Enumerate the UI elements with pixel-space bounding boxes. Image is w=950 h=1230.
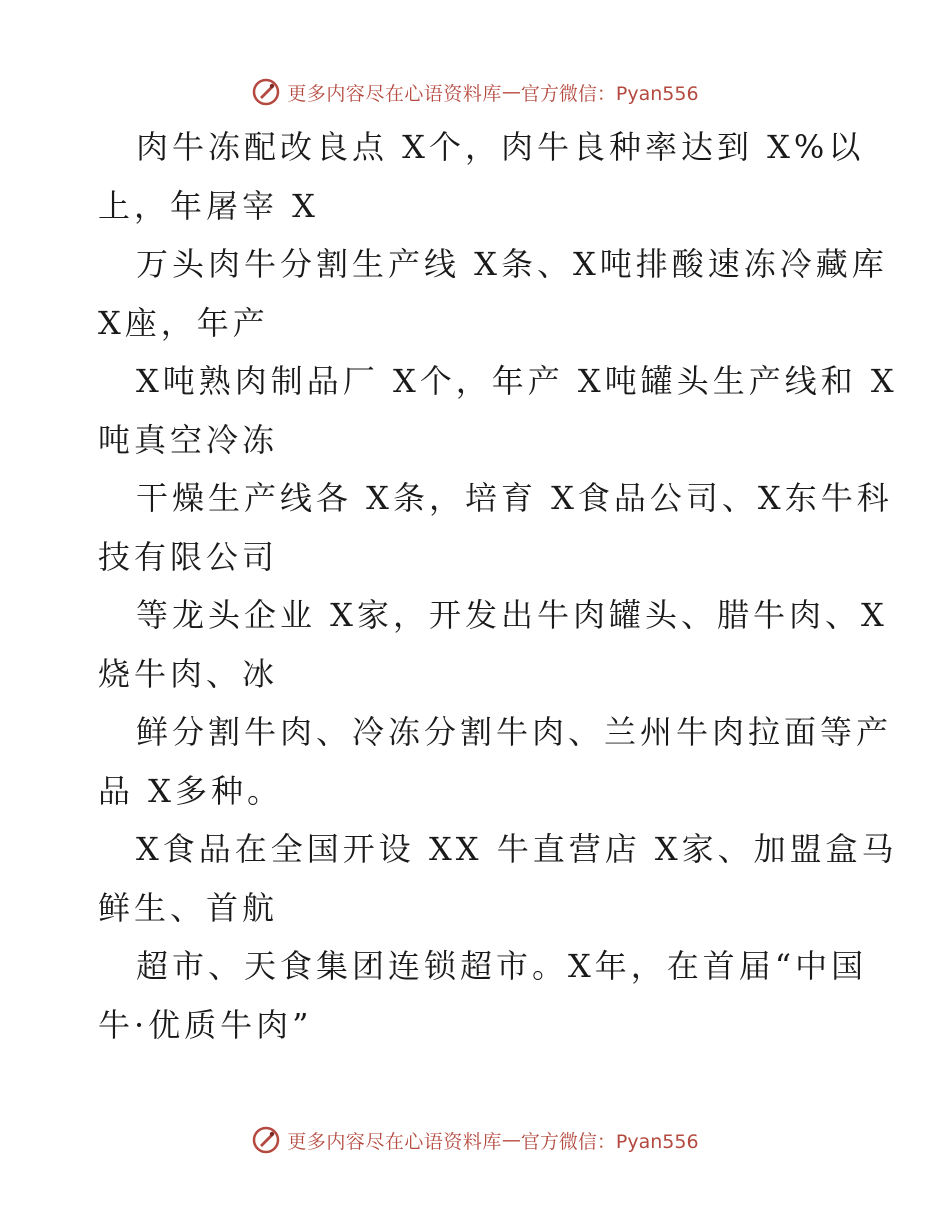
body-line bbox=[98, 937, 868, 996]
body-line-text: X吨熟肉制品厂 X个，年产 X吨罐头生产线和 X bbox=[136, 362, 898, 400]
body-line bbox=[98, 528, 858, 587]
body-line bbox=[98, 996, 858, 1055]
body-line-text: X座，年产 bbox=[98, 303, 269, 342]
body-line-text: 吨真空冷冻 bbox=[98, 420, 279, 459]
body-line bbox=[98, 177, 858, 236]
body-line-text: 鲜生、首航 bbox=[98, 888, 279, 927]
body-line bbox=[98, 703, 893, 762]
body-line bbox=[98, 294, 858, 353]
body-line-text: 品 X多种。 bbox=[98, 771, 283, 810]
body-line-text: 牛·优质牛肉” bbox=[98, 1005, 313, 1044]
body-line bbox=[98, 411, 858, 470]
body-line bbox=[98, 352, 898, 411]
body-line-text: 鲜分割牛肉、冷冻分割牛肉、兰州牛肉拉面等产 bbox=[136, 713, 893, 751]
header-banner bbox=[0, 72, 950, 112]
header-separator: — bbox=[501, 81, 521, 103]
body-line-text: 超市、天食集团连锁超市。X年，在首届“中国 bbox=[136, 947, 868, 985]
footer-brand-text: 更多内容尽在心语资料库 bbox=[287, 1130, 502, 1153]
brand-logo-icon bbox=[251, 77, 281, 107]
body-line-text: 肉牛冻配改良点 X个，肉牛良种率达到 X%以 bbox=[136, 128, 865, 166]
body-line-text: 万头肉牛分割生产线 X条、X吨排酸速冻冷藏库 bbox=[136, 245, 888, 283]
footer-separator: — bbox=[501, 1129, 521, 1151]
document-body bbox=[98, 118, 898, 1054]
body-line bbox=[98, 586, 888, 645]
body-line bbox=[98, 645, 858, 704]
body-line bbox=[98, 762, 858, 821]
body-line-text: 技有限公司 bbox=[98, 537, 279, 576]
body-line bbox=[98, 469, 893, 528]
brand-logo-icon bbox=[251, 1125, 281, 1155]
header-wechat-text: 官方微信：Pyan556 bbox=[520, 82, 699, 105]
body-line bbox=[98, 820, 898, 879]
body-line-text: 等龙头企业 X家，开发出牛肉罐头、腊牛肉、X bbox=[136, 596, 888, 634]
header-brand-text: 更多内容尽在心语资料库 bbox=[287, 82, 502, 105]
body-line-text: 烧牛肉、冰 bbox=[98, 654, 279, 693]
body-line-text: X食品在全国开设 XX 牛直营店 X家、加盟盒马 bbox=[136, 830, 898, 868]
body-line-text: 干燥生产线各 X条，培育 X食品公司、X东牛科 bbox=[136, 479, 893, 517]
footer-wechat-text: 官方微信：Pyan556 bbox=[520, 1130, 699, 1153]
body-line-text: 上，年屠宰 X bbox=[98, 186, 319, 225]
body-line bbox=[98, 879, 858, 938]
footer-banner bbox=[0, 1120, 950, 1160]
body-line bbox=[98, 118, 865, 177]
body-line bbox=[98, 235, 888, 294]
